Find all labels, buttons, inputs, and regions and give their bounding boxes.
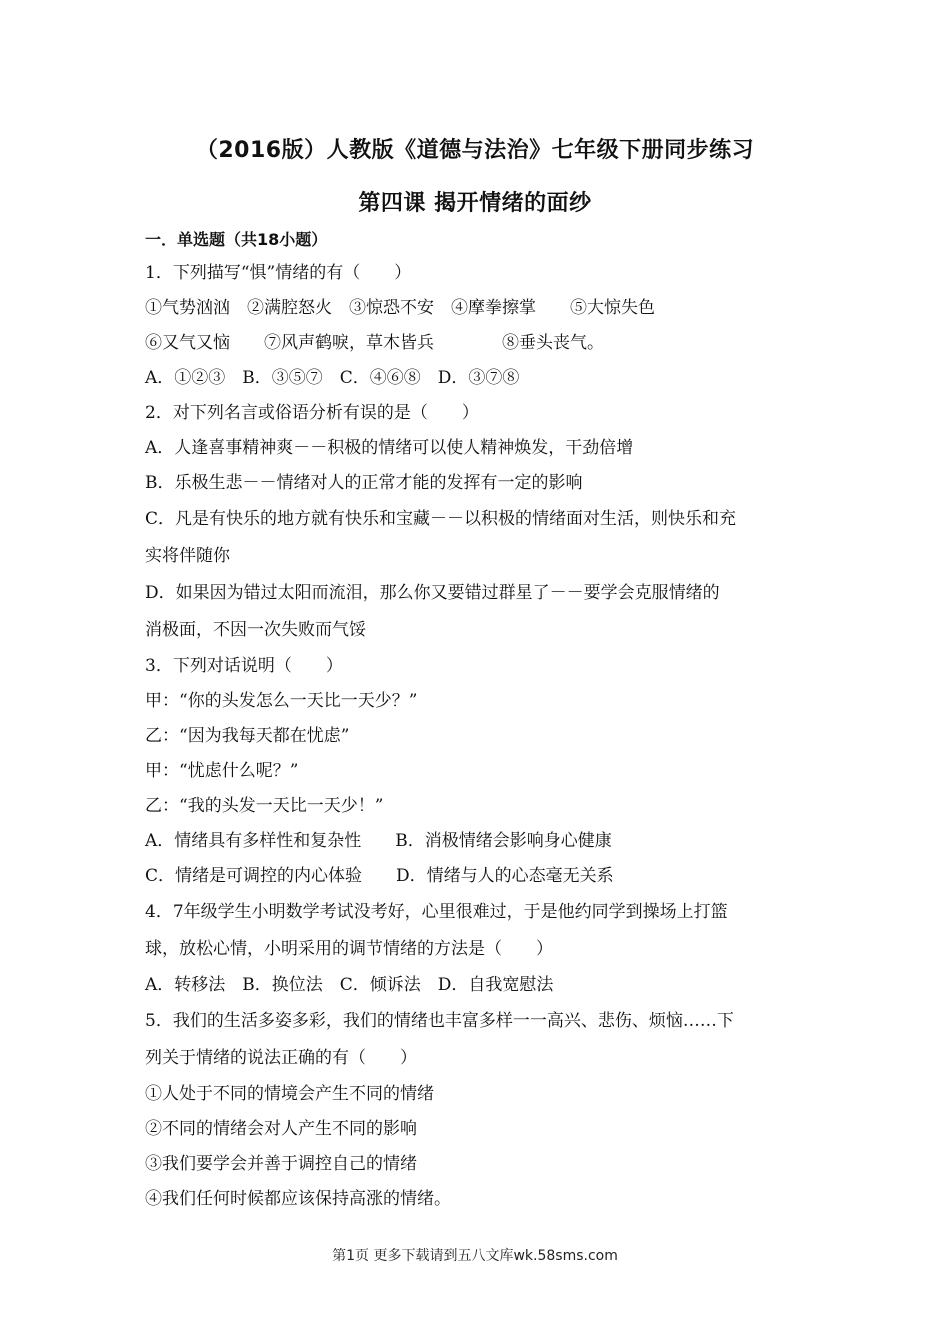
dialogue-line-2: 乙：“因为我每天都在忧虑” [145, 726, 350, 746]
question-4-options: A．转移法 B．换位法 C．倾诉法 D．自我宽慰法 [145, 975, 554, 995]
question-5-stem: 5．我们的生活多姿多彩，我们的情绪也丰富多样一一高兴、悲伤、烦恼……下 [145, 1011, 734, 1031]
question-5-item-2: ②不同的情绪会对人产生不同的影响 [145, 1119, 417, 1139]
page-footer: 第1页 更多下载请到五八文库wk.58sms.com [332, 1248, 618, 1264]
question-5-item-4: ④我们任何时候都应该保持高涨的情绪。 [145, 1189, 451, 1209]
question-1-stem: 1．下列描写“惧”情绪的有（ ） [145, 263, 412, 283]
section-heading: 一．单选题（共18小题） [145, 230, 328, 249]
question-3-options-ab: A．情绪具有多样性和复杂性 B．消极情绪会影响身心健康 [145, 831, 612, 851]
question-5-stem-cont: 列关于情绪的说法正确的有（ ） [145, 1048, 417, 1068]
question-2-option-a: A．人逢喜事精神爽－－积极的情绪可以使人精神焕发，干劲倍增 [145, 438, 634, 458]
question-1-items-row2: ⑥又气又恼 ⑦风声鹤唳，草木皆兵 ⑧垂头丧气。 [145, 333, 604, 353]
lesson-title: 第四课 揭开情绪的面纱 [358, 191, 592, 216]
dialogue-line-1: 甲：“你的头发怎么一天比一天少？” [145, 691, 418, 711]
dialogue-line-4: 乙：“我的头发一天比一天少！” [145, 796, 384, 816]
question-4-stem-cont: 球，放松心情，小明采用的调节情绪的方法是（ ） [145, 939, 553, 959]
question-3-options-cd: C．情绪是可调控的内心体验 D．情绪与人的心态毫无关系 [145, 866, 614, 886]
question-2-option-d: D．如果因为错过太阳而流泪，那么你又要错过群星了－－要学会克服情绪的 [145, 583, 720, 603]
question-1-options: A．①②③ B．③⑤⑦ C．④⑥⑧ D．③⑦⑧ [145, 368, 520, 388]
question-list [145, 256, 810, 1217]
question-5-item-3: ③我们要学会并善于调控自己的情绪 [145, 1154, 417, 1174]
question-3-stem: 3．下列对话说明（ ） [145, 656, 343, 676]
question-2-option-b: B．乐极生悲－－情绪对人的正常才能的发挥有一定的影响 [145, 473, 583, 493]
question-2-option-d-cont: 消极面，不因一次失败而气馁 [145, 620, 366, 640]
question-4-stem: 4．7年级学生小明数学考试没考好，心里很难过，于是他约同学到操场上打篮 [145, 902, 728, 922]
question-1-items-row1: ①气势汹汹 ②满腔怒火 ③惊恐不安 ④摩拳擦掌 ⑤大惊失色 [145, 298, 655, 318]
dialogue-line-3: 甲：“忧虑什么呢？” [145, 761, 299, 781]
question-2-option-c-cont: 实将伴随你 [145, 546, 230, 566]
question-2-option-c: C．凡是有快乐的地方就有快乐和宝藏－－以积极的情绪面对生活，则快乐和充 [145, 509, 737, 529]
question-2-stem: 2．对下列名言或俗语分析有误的是（ ） [145, 403, 479, 423]
document-title: （2016版）人教版《道德与法治》七年级下册同步练习 [195, 138, 755, 163]
question-5-item-1: ①人处于不同的情境会产生不同的情绪 [145, 1084, 434, 1104]
